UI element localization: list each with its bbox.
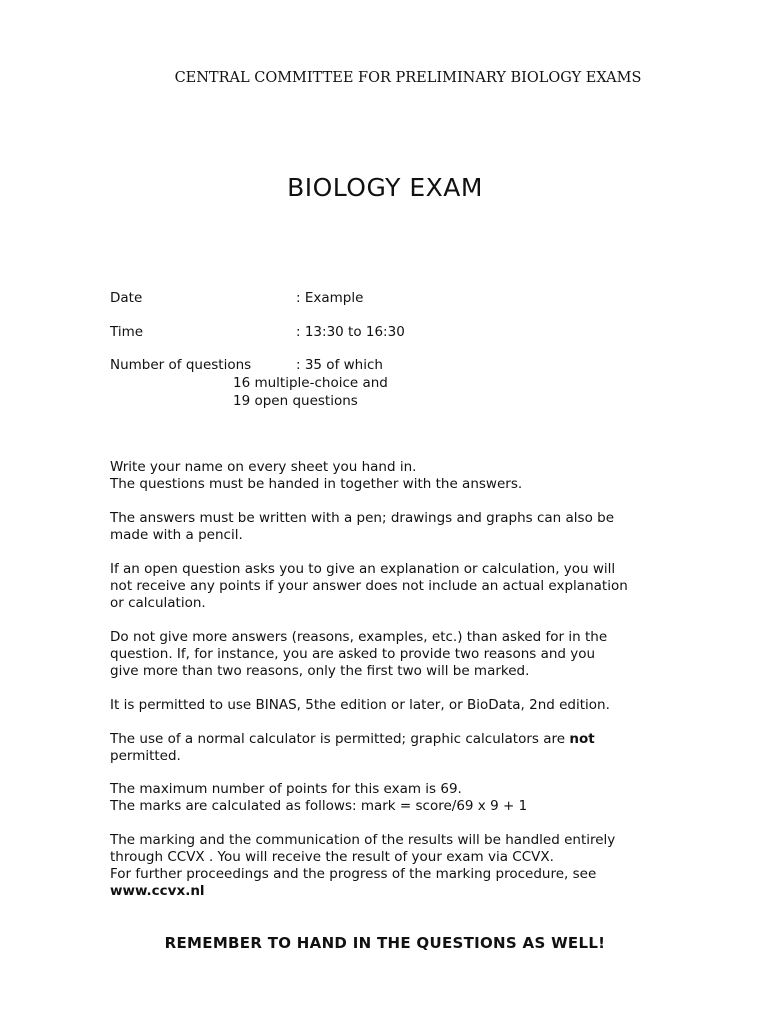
instruction-paragraph-points: [110, 781, 670, 815]
date-value: : Example: [296, 290, 364, 306]
ccvx-link[interactable]: www.ccvx.nl: [110, 883, 205, 899]
text-line: through CCVX . You will receive the result of your exam via CCVX.: [110, 849, 554, 865]
committee-heading: CENTRAL COMMITTEE FOR PRELIMINARY BIOLOGY EXAMS: [174, 70, 642, 86]
text-line: It is permitted to use BINAS, 5the edition or later, or BioData, 2nd edition.: [110, 697, 610, 713]
text-line: give more than two reasons, only the first two will be marked.: [110, 663, 530, 679]
instruction-paragraph-marking: [110, 832, 670, 900]
text-line: made with a pencil.: [110, 527, 243, 543]
date-label: Date: [110, 290, 143, 306]
text-line: permitted.: [110, 748, 181, 764]
instruction-paragraph-name: [110, 459, 670, 493]
instruction-paragraph-explanation: [110, 561, 670, 612]
instruction-paragraph-pen: [110, 510, 670, 544]
text-line: Do not give more answers (reasons, examples, etc.) than asked for in the: [110, 629, 608, 645]
text-line: If an open question asks you to give an explanation or calculation, you will: [110, 561, 616, 577]
text-line: The maximum number of points for this exam is 69.: [110, 781, 462, 797]
questions-value: : 35 of which: [296, 357, 383, 373]
text-line: The marks are calculated as follows: mark = score/69 x 9 + 1: [110, 798, 528, 814]
time-label: Time: [110, 324, 144, 340]
text-line: [110, 731, 670, 748]
text-line: For further proceedings and the progress of the marking procedure, see: [110, 866, 597, 882]
text-line: Write your name on every sheet you hand in.: [110, 459, 417, 475]
emphasis-not: not: [569, 731, 595, 747]
text-line: The marking and the communication of the results will be handled entirely: [110, 832, 616, 848]
questions-label: Number of questions: [110, 357, 252, 373]
instruction-paragraph-binas: [110, 697, 670, 714]
questions-open: 19 open questions: [233, 393, 358, 409]
text-line: or calculation.: [110, 595, 206, 611]
page-title: BIOLOGY EXAM: [287, 173, 483, 202]
questions-multiple-choice: 16 multiple-choice and: [233, 375, 388, 391]
instruction-paragraph-calculator: [110, 731, 670, 765]
text-line: question. If, for instance, you are asked to provide two reasons and you: [110, 646, 596, 662]
time-value: : 13:30 to 16:30: [296, 324, 405, 340]
text-line: The answers must be written with a pen; drawings and graphs can also be: [110, 510, 615, 526]
text-segment: The use of a normal calculator is permitted; graphic calculators are: [110, 731, 570, 747]
text-line: not receive any points if your answer does not include an actual explanation: [110, 578, 628, 594]
instruction-paragraph-answers: [110, 629, 670, 680]
text-line: The questions must be handed in together with the answers.: [110, 476, 523, 492]
remember-notice: REMEMBER TO HAND IN THE QUESTIONS AS WELL!: [164, 934, 606, 952]
